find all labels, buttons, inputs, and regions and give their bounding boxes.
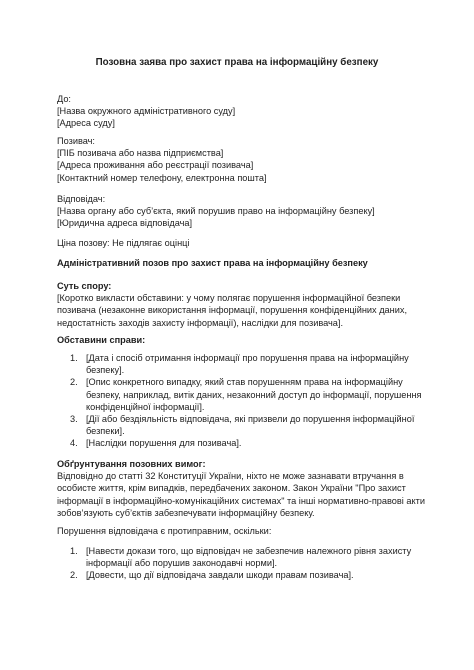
grounds-line: зобов’язують суб’єктів забезпечувати інформаційну безпеку. (57, 507, 315, 518)
plaintiff-name: [ПІБ позивача або назва підприємства] (57, 148, 224, 159)
list-item-number: 4. (70, 438, 78, 449)
list-item (57, 545, 422, 569)
circumstances-heading-block (57, 334, 422, 346)
defendant-name: [Назва органу або суб’єкта, який порушив право на інформаційну безпеку] (57, 206, 375, 217)
court-name: [Назва окружного адміністративного суду] (57, 106, 236, 117)
plaintiff-block (57, 135, 422, 184)
dispute-essence-line: недостатність заходів захисту інформації), наслідки для позивача]. (57, 317, 344, 328)
list-item-line: інформації або порушив законодавчі норми]. (86, 558, 278, 569)
claim-heading-block (57, 257, 422, 269)
grounds-section (57, 458, 425, 519)
list-item-line: конфіденційної інформації]. (86, 401, 205, 412)
list-item-line: [Дії або бездіяльність відповідача, які призвели до порушення інформаційної (86, 414, 415, 425)
list-item-number: 3. (70, 414, 78, 425)
plaintiff-contacts: [Контактний номер телефону, електронна пошта] (57, 172, 267, 183)
dispute-essence-line: позивача (незаконне використання інформації, порушення конфіденційних даних, (57, 305, 408, 316)
document-title: Позовна заява про захист права на інформаційну безпеку (95, 57, 379, 68)
violation-intro: Порушення відповідача є протиправним, оскільки: (57, 526, 272, 536)
violation-list (57, 545, 422, 582)
list-item-line: безпеку]. (86, 365, 125, 376)
grounds-line: Відповідно до статті 32 Конституції України, ніхто не може зазнавати втручання в (57, 471, 404, 482)
court-recipient-block (57, 93, 422, 130)
list-item-line: [Наслідки порушення для позивача]. (86, 438, 242, 449)
list-item-number: 2. (70, 377, 78, 388)
claim-price: Ціна позову: Не підлягає оцінці (57, 238, 190, 248)
dispute-essence-section (57, 280, 422, 329)
grounds-heading: Обґрунтування позовних вимог: (57, 459, 206, 469)
list-item-line: безпеку, наприклад, витік даних, незаконний доступ до інформації, порушення (86, 389, 422, 400)
defendant-block (57, 193, 422, 230)
dispute-essence-heading: Суть спору: (57, 281, 112, 291)
claim-price-block (57, 237, 422, 249)
list-item (57, 352, 422, 376)
defendant-address: [Юридична адреса відповідача] (57, 218, 193, 229)
court-address: [Адреса суду] (57, 118, 115, 129)
to-label: До: (57, 94, 71, 104)
list-item-number: 1. (70, 353, 78, 363)
list-item-line: [Опис конкретного випадку, який став порушенням права на інформаційну (86, 377, 403, 388)
list-item-line: [Навести докази того, що відповідач не забезпечив належного рівня захисту (86, 546, 412, 556)
list-item-line: [Дата і спосіб отримання інформації про порушення права на інформаційну (86, 353, 409, 363)
list-item (57, 376, 422, 413)
list-item (57, 569, 422, 581)
claim-heading: Адміністративний позов про захист права на інформаційну безпеку (57, 258, 368, 268)
grounds-line: особисте життя, крім випадків, передбачених законом. Закон України "Про захист (57, 483, 406, 494)
circumstances-list (57, 352, 422, 450)
list-item-line: безпеки]. (86, 426, 125, 437)
list-item (57, 437, 422, 449)
list-item-line: [Довести, що дії відповідача завдали шкоди правам позивача]. (86, 570, 354, 581)
violation-intro-block (57, 525, 422, 537)
list-item-number: 1. (70, 546, 78, 556)
circumstances-heading: Обставини справи: (57, 335, 146, 345)
defendant-label: Відповідач: (57, 194, 106, 204)
grounds-line: інформації в інформаційно-комунікаційних системах" та інші нормативно-правові акти (57, 495, 425, 506)
list-item-number: 2. (70, 570, 78, 581)
plaintiff-address: [Адреса проживання або реєстрації позивача] (57, 160, 254, 171)
plaintiff-label: Позивач: (57, 136, 95, 146)
list-item (57, 413, 422, 437)
dispute-essence-line: [Коротко викласти обставини: у чому полягає порушення інформаційної безпеки (57, 293, 401, 304)
